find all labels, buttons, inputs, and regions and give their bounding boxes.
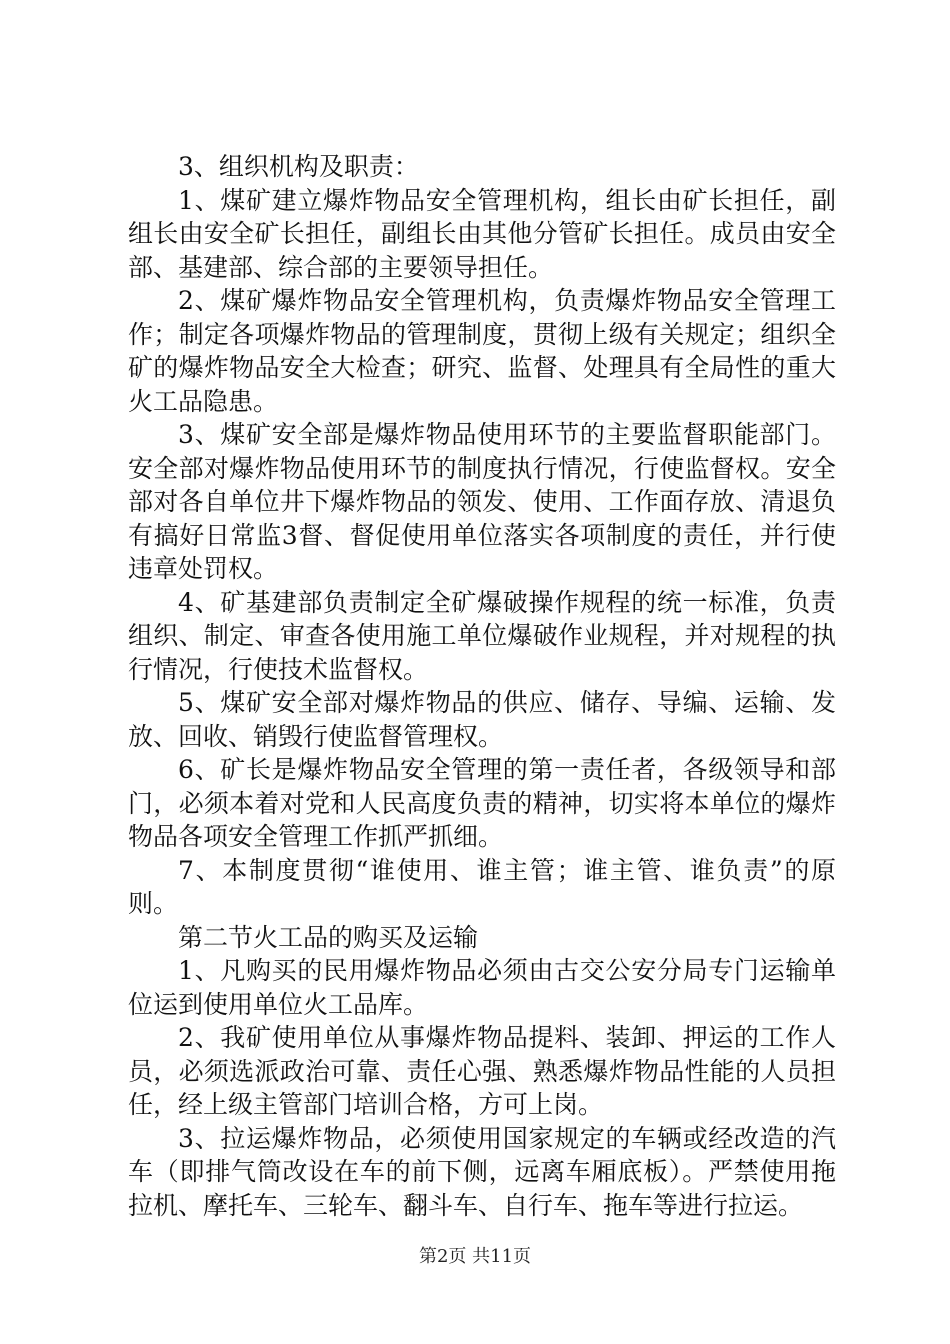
paragraph: 1、凡购买的民用爆炸物品必须由古交公安分局专门运输单位运到使用单位火工品库。 <box>128 956 836 1019</box>
paragraph: 5、煤矿安全部对爆炸物品的供应、储存、导编、运输、发放、回收、销毁行使监督管理权。 <box>128 688 836 751</box>
section-heading: 第二节火工品的购买及运输 <box>178 922 479 952</box>
document-body <box>128 150 836 1222</box>
paragraph: 3、拉运爆炸物品，必须使用国家规定的车辆或经改造的汽车（即排气筒改设在车的前下侧，远离车厢底板）。严禁使用拖拉机、摩托车、三轮车、翻斗车、自行车、拖车等进行拉运。 <box>128 1123 836 1220</box>
paragraph: 6、矿长是爆炸物品安全管理的第一责任者，各级领导和部门，必须本着对党和人民高度负责的精神，切实将本单位的爆炸物品各项安全管理工作抓严抓细。 <box>128 755 836 851</box>
paragraph: 4、矿基建部负责制定全矿爆破操作规程的统一标准，负责组织、制定、审查各使用施工单位爆破作业规程，并对规程的执行情况，行使技术监督权。 <box>128 587 836 684</box>
paragraph: 7、本制度贯彻“谁使用、谁主管；谁主管、谁负责”的原则。 <box>128 855 836 918</box>
paragraph: 3、组织机构及职责： <box>178 152 419 181</box>
paragraph: 1、煤矿建立爆炸物品安全管理机构，组长由矿长担任，副组长由安全矿长担任，副组长由其他分管矿长担任。成员由安全部、基建部、综合部的主要领导担任。 <box>128 185 836 282</box>
paragraph: 3、煤矿安全部是爆炸物品使用环节的主要监督职能部门。安全部对爆炸物品使用环节的制度执行情况，行使监督权。安全部对各自单位井下爆炸物品的领发、使用、工作面存放、清退负有搞好日常监3督、督促使用单位落实各项制度的责任，并行使违章处罚权。 <box>128 420 836 583</box>
page-number-footer: 第2页 共11页 <box>418 1246 532 1267</box>
paragraph: 2、我矿使用单位从事爆炸物品提料、装卸、押运的工作人员，必须选派政治可靠、责任心强、熟悉爆炸物品性能的人员担任，经上级主管部门培训合格，方可上岗。 <box>128 1023 836 1119</box>
paragraph: 2、煤矿爆炸物品安全管理机构，负责爆炸物品安全管理工作；制定各项爆炸物品的管理制度，贯彻上级有关规定；组织全矿的爆炸物品安全大检查；研究、监督、处理具有全局性的重大火工品隐患。 <box>128 286 836 416</box>
